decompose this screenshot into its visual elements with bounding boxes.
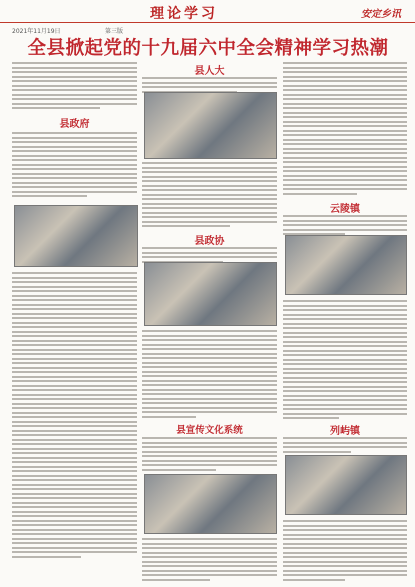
section-title-xianzhengxie: 县政协 (194, 236, 225, 247)
section-title-wenhua: 县宣传文化系统 (176, 425, 243, 436)
section-title-yunlong: 云陵镇 (330, 204, 360, 215)
photo-xianrenda (144, 92, 277, 159)
article-wenhua-body (142, 538, 277, 583)
article-left-continued (12, 272, 137, 560)
photo-yunlong (285, 235, 407, 295)
photo-xianzhengfu (14, 205, 138, 267)
section-title-xianzhengfu: 县政府 (59, 119, 90, 130)
masthead-title: 理论学习 (150, 6, 218, 22)
article-yunlong-body (283, 300, 407, 422)
article-liezhen-body (283, 520, 407, 583)
lead-paragraph (12, 62, 137, 112)
article-xianzhengxie-body (142, 330, 277, 420)
masthead-paper-name: 安定乡讯 (361, 9, 401, 20)
article-xianzhengfu (12, 132, 137, 200)
section-title-xianrenda: 县人大 (194, 66, 225, 77)
dateline: 2021年11月19日 (12, 28, 61, 35)
article-liezhen-intro (283, 437, 407, 455)
photo-wenhua (144, 474, 277, 534)
main-headline: 全县掀起党的十九届六中全会精神学习热潮 (27, 38, 389, 59)
article-wenhua (142, 437, 277, 473)
section-title-liezhen: 列屿镇 (330, 426, 360, 437)
photo-liezhen (285, 455, 407, 515)
article-xianrenda-body (142, 162, 277, 230)
article-right-top (283, 62, 407, 197)
issue-number: 第三版 (105, 28, 124, 35)
photo-xianzhengxie (144, 262, 277, 326)
